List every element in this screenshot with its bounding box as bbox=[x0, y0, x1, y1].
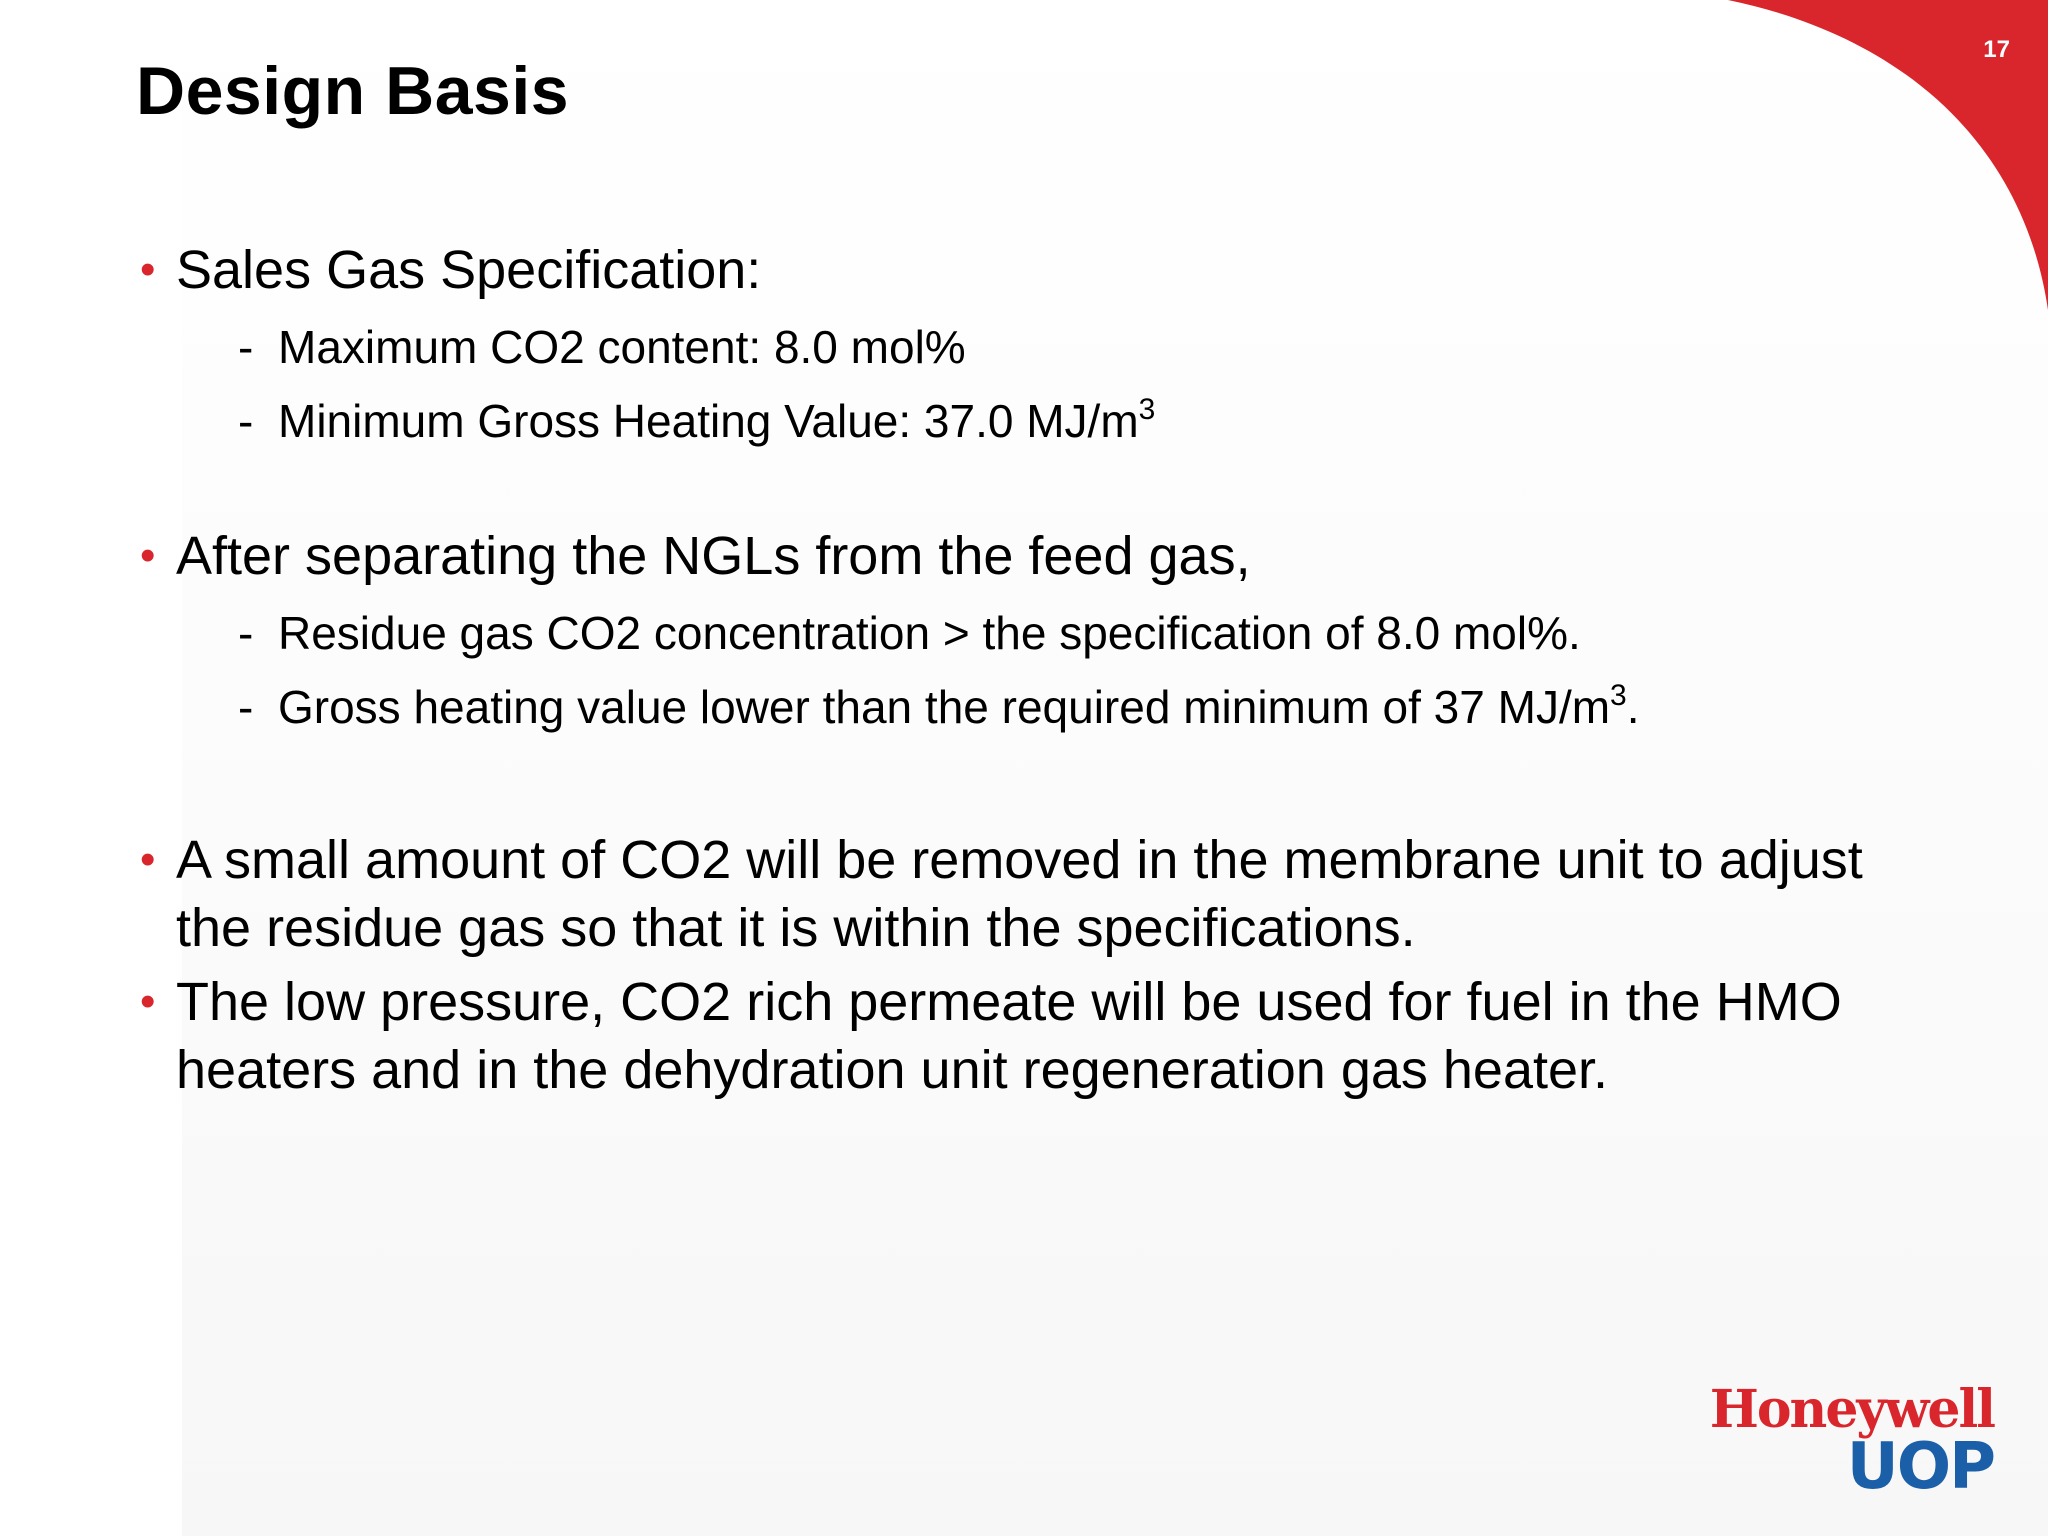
sub-bullet-max-co2 bbox=[136, 310, 1896, 384]
sub-bullet-dash: - bbox=[238, 321, 254, 373]
page-number: 17 bbox=[1983, 36, 2010, 63]
bullet-after-separating-ngls bbox=[136, 522, 1896, 590]
superscript: 3 bbox=[1138, 393, 1156, 426]
bullet-dot: • bbox=[140, 977, 156, 1026]
sub-bullet-dash: - bbox=[238, 607, 254, 659]
sub-bullet-trailing: . bbox=[1626, 681, 1640, 733]
logo-uop-text: UOP bbox=[1846, 1430, 1994, 1504]
logo-honeywell-text: Honeywell bbox=[1709, 1379, 1994, 1440]
slide-title: Design Basis bbox=[136, 53, 570, 129]
bullet-text: After separating the NGLs from the feed gas, bbox=[176, 526, 1251, 586]
sub-bullet-dash: - bbox=[238, 681, 254, 733]
sub-bullet-heating-value-lower bbox=[136, 670, 1896, 744]
bullet-permeate-fuel bbox=[136, 968, 1896, 1104]
bullet-text: The low pressure, CO2 rich permeate will be used for fuel in the HMO heaters and in the dehydration unit regeneration gas heater. bbox=[176, 972, 1842, 1100]
sub-bullet-text: Maximum CO2 content: 8.0 mol% bbox=[278, 321, 966, 373]
bullet-dot: • bbox=[140, 245, 156, 294]
sub-bullet-text: Gross heating value lower than the required minimum of 37 MJ/m bbox=[278, 681, 1611, 733]
sub-bullet-residue-co2 bbox=[136, 596, 1896, 670]
slide-content bbox=[136, 236, 1896, 1104]
bullet-text: Sales Gas Specification: bbox=[176, 240, 762, 300]
sub-bullet-text: Residue gas CO2 concentration > the specification of 8.0 mol%. bbox=[278, 607, 1581, 659]
bullet-sales-gas-spec bbox=[136, 236, 1896, 304]
superscript: 3 bbox=[1610, 679, 1627, 712]
bullet-dot: • bbox=[140, 835, 156, 884]
sub-bullet-dash: - bbox=[238, 395, 254, 447]
bullet-text: A small amount of CO2 will be removed in the membrane unit to adjust the residue gas so that it is within the specifications. bbox=[176, 830, 1863, 958]
sub-bullet-text: Minimum Gross Heating Value: 37.0 MJ/m bbox=[278, 395, 1139, 447]
bullet-co2-removal bbox=[136, 826, 1896, 962]
honeywell-uop-logo bbox=[1709, 1379, 1994, 1504]
bullet-dot: • bbox=[140, 531, 156, 580]
sub-bullet-min-heating-value bbox=[136, 384, 1896, 458]
